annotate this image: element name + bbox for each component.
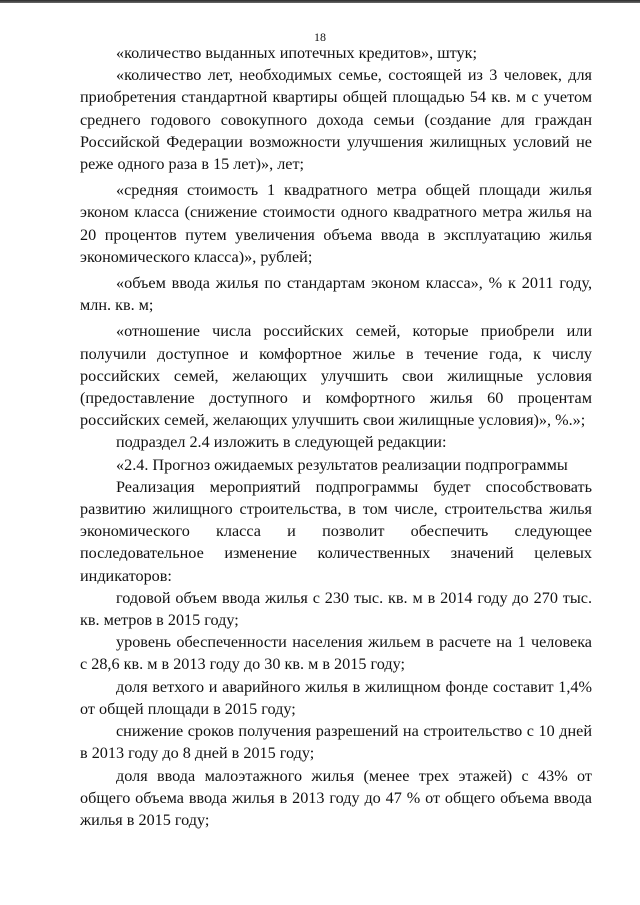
list-item-housing-level: уровень обеспеченности населения жильем в расчете на 1 человека с 28,6 кв. м в 2013 году до 30 кв. м в 2015 году;	[80, 633, 592, 674]
list-item-permit-time: снижение сроков получения разрешений на строительство с 10 дней в 2013 году до 8 дней в 2015 году;	[80, 722, 592, 763]
paragraph-indicator-avg-cost: «средняя стоимость 1 квадратного метра общей площади жилья эконом класса (снижение стоимости одного квадратного метра жилья на 20 процентов путем увеличения объема ввода в эксплуатацию жилья экономического класса)», рублей;	[80, 181, 592, 266]
section-heading-2-4: «2.4. Прогноз ожидаемых результатов реализации подпрограммы	[116, 455, 568, 474]
paragraph-indicator-mortgages: «количество выданных ипотечных кредитов», штук;	[116, 44, 477, 62]
paragraph-indicator-years: «количество лет, необходимых семье, состоящей из 3 человек, для приобретения стандартной квартиры общей площадью 54 кв. м с учетом среднего годового совокупного дохода семьи (создание для граждан Российской Федерации возможности улучшения жилищных условий не реже одного раза в 15 лет)», лет;	[80, 66, 592, 174]
paragraph-intro: Реализация мероприятий подпрограммы будет способствовать развитию жилищного строительства, в том числе, строительства жилья экономического класса и позволит обеспечить следующее последовательное изменение количественных значений целевых индикаторов:	[80, 477, 592, 585]
paragraph-amend-instruction: подраздел 2.4 изложить в следующей редакции:	[116, 433, 447, 452]
page-number: 18	[314, 30, 326, 44]
paragraph-indicator-ratio: «отношение числа российских семей, которые приобрели или получили доступное и комфортное жилье в течение года, к числу российских семей, желающих улучшить свои жилищные условия (предоставление доступного и комфортного жилья 60 процентам российских семей, желающих улучшить свои жилищные условия)», %.»;	[80, 322, 592, 430]
document-body	[80, 42, 592, 831]
list-item-dilapidated-share: доля ветхого и аварийного жилья в жилищном фонде составит 1,4% от общей площади в 2015 году;	[80, 677, 592, 718]
paragraph-indicator-volume: «объем ввода жилья по стандартам эконом класса», % к 2011 году, млн. кв. м;	[80, 274, 592, 315]
list-item-lowrise-share: доля ввода малоэтажного жилья (менее трех этажей) с 43% от общего объема ввода жилья в 2013 году до 47 % от общего объема ввода жилья в 2015 году;	[80, 766, 592, 829]
list-item-annual-volume: годовой объем ввода жилья с 230 тыс. кв. м в 2014 году до 270 тыс. кв. метров в 2015 году;	[80, 588, 592, 630]
